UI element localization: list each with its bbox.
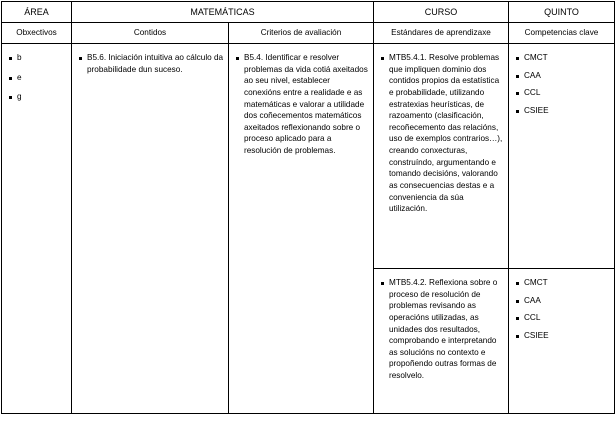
contents-list xyxy=(77,52,224,75)
competence-item: CSIEE xyxy=(514,330,610,342)
course-value: QUINTO xyxy=(509,2,615,23)
competence-item: CMCT xyxy=(514,277,610,289)
competences-list xyxy=(514,52,610,117)
competences-cell xyxy=(509,269,615,414)
objectives-header: Obxectivos xyxy=(2,23,72,44)
content-item: B5.6. Iniciación intuitiva ao cálculo da probabilidade dun suceso. xyxy=(77,52,224,75)
column-header-row xyxy=(2,23,615,44)
subject-header: MATEMÁTICAS xyxy=(72,2,374,23)
criteria-cell xyxy=(229,44,374,414)
standard-item: MTB5.4.2. Reflexiona sobre o proceso de resolución de problemas revisando as operacións utilizadas, as unidades dos resultados, comprobando e interpretando as solucións no contexto e propoñendo outras formas de resolvelo. xyxy=(379,277,504,382)
competence-item: CCL xyxy=(514,312,610,324)
competence-item: CMCT xyxy=(514,52,610,64)
content-row-1 xyxy=(2,44,615,269)
criteria-list xyxy=(234,52,369,157)
criterion-item: B5.4. Identificar e resolver problemas da vida cotiá axeitados ao seu nivel, establecer conexións entre a realidade e as matemáticas e valorar a utilidade dos coñecementos matemáticos axeitados reflexionando sobre o proceso aplicado para a resolución de problemas. xyxy=(234,52,369,157)
contents-cell xyxy=(72,44,229,414)
standards-header: Estándares de aprendizaxe xyxy=(374,23,509,44)
standard-cell xyxy=(374,44,509,269)
curriculum-table xyxy=(1,1,615,414)
competence-item: CAA xyxy=(514,70,610,82)
criteria-header: Criterios de avaliación xyxy=(229,23,374,44)
standard-list xyxy=(379,52,504,215)
course-label: CURSO xyxy=(374,2,509,23)
competences-header: Competencias clave xyxy=(509,23,615,44)
objective-item: b xyxy=(7,52,67,64)
objectives-cell xyxy=(2,44,72,414)
competences-cell xyxy=(509,44,615,269)
competence-item: CSIEE xyxy=(514,105,610,117)
objective-item: g xyxy=(7,91,67,103)
standard-list xyxy=(379,277,504,382)
contents-header: Contidos xyxy=(72,23,229,44)
standard-item: MTB5.4.1. Resolve problemas que impliquen dominio dos contidos propios da estatística e probabilidade, utilizando estratexias heurísticas, de razoamento (clasificación, recoñecemento das relacións, uso de exemplos contrarios…), creando conxecturas, construíndo, argumentando e tomando decisións, valorando as consecuencias destas e a conveniencia da súa utilización. xyxy=(379,52,504,215)
standard-cell xyxy=(374,269,509,414)
area-header: ÁREA xyxy=(2,2,72,23)
competence-item: CCL xyxy=(514,87,610,99)
competences-list xyxy=(514,277,610,342)
objective-item: e xyxy=(7,72,67,84)
header-row xyxy=(2,2,615,23)
objectives-list xyxy=(7,52,67,103)
competence-item: CAA xyxy=(514,295,610,307)
